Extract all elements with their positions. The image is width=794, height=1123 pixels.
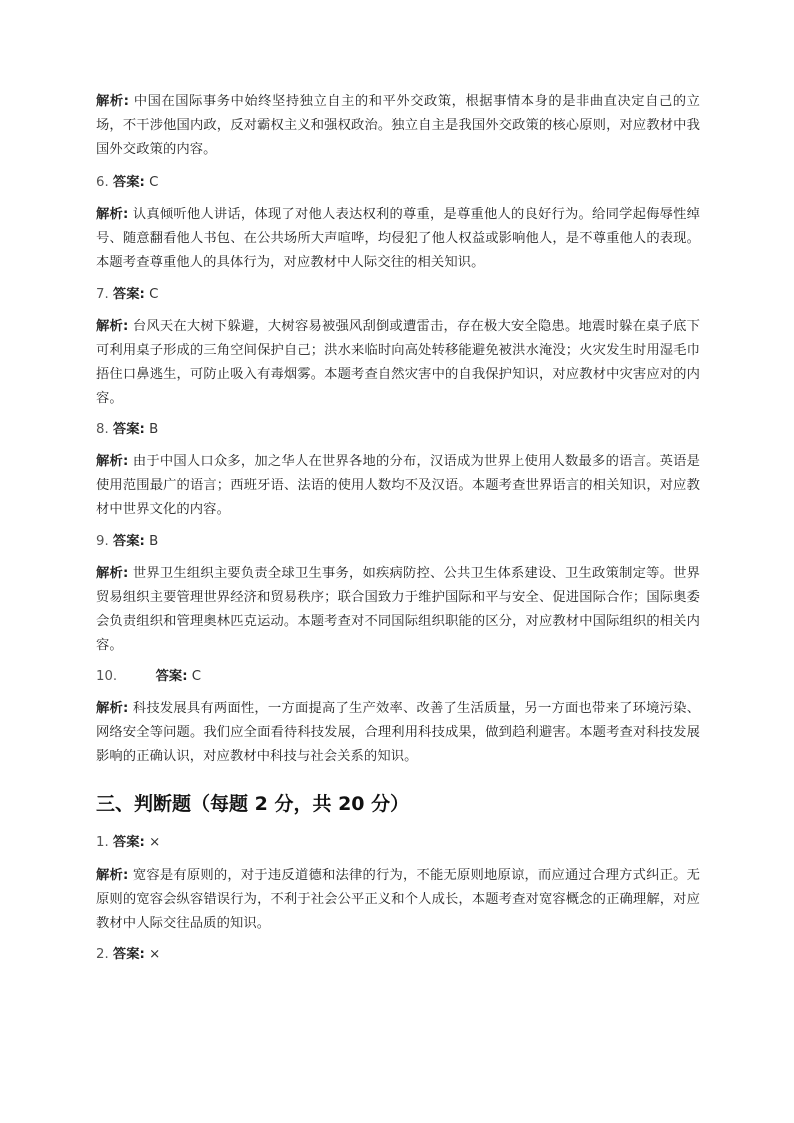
explanation-text: 由于中国人口众多，加之华人在世界各地的分布，汉语成为世界上使用人数最多的语言。英语是使用范围最广的语言；西班牙语、法语的使用人数均不及汉语。本题考查世界语言的相关知识，对应教材中世界文化的内容。 bbox=[96, 454, 700, 517]
explanation-text: 世界卫生组织主要负责全球卫生事务，如疾病防控、公共卫生体系建设、卫生政策制定等。世界贸易组织主要管理世界经济和贸易秩序；联合国致力于维护国际和平与安全、促进国际合作；国际奥委会负责组织和管理奥林匹克运动。本题考查对不同国际组织职能的区分，对应教材中国际组织的相关内容。 bbox=[96, 566, 700, 653]
answer-line bbox=[96, 831, 160, 855]
question-number: 2. bbox=[96, 947, 109, 962]
question-number: 1. bbox=[96, 835, 109, 850]
explanation-label: 解析: bbox=[96, 566, 129, 581]
explanation-paragraph bbox=[96, 90, 700, 162]
answer-value: C bbox=[149, 287, 159, 302]
answer-label: 答案: bbox=[112, 534, 145, 549]
answer-line bbox=[96, 171, 158, 195]
explanation-label: 解析: bbox=[96, 701, 129, 716]
answer-value: × bbox=[149, 947, 161, 962]
explanation-text: 科技发展具有两面性，一方面提高了生产效率、改善了生活质量，另一方面也带来了环境污染、网络安全等问题。我们应全面看待科技发展，合理利用科技成果，做到趋利避害。本题考查对科技发展影响的正确认识，对应教材中科技与社会关系的知识。 bbox=[96, 701, 700, 764]
answer-line bbox=[96, 283, 158, 307]
answer-value: C bbox=[191, 669, 202, 684]
answer-label: 答案: bbox=[112, 175, 145, 190]
explanation-text: 中国在国际事务中始终坚持独立自主的和平外交政策，根据事情本身的是非曲直决定自己的立场，不干涉他国内政，反对霸权主义和强权政治。独立自主是我国外交政策的核心原则，对应教材中我国外交政策的内容。 bbox=[96, 94, 700, 157]
explanation-paragraph bbox=[96, 203, 700, 275]
explanation-text: 认真倾听他人讲话，体现了对他人表达权利的尊重，是尊重他人的良好行为。给同学起侮辱性绰号、随意翻看他人书包、在公共场所大声喧哗，均侵犯了他人权益或影响他人，是不尊重他人的表现。本题考查尊重他人的具体行为，对应教材中人际交往的相关知识。 bbox=[96, 207, 700, 270]
answer-label: 答案: bbox=[112, 947, 145, 962]
explanation-label: 解析: bbox=[96, 454, 129, 469]
answer-line bbox=[96, 530, 158, 554]
answer-line bbox=[96, 665, 201, 689]
explanation-label: 解析: bbox=[96, 207, 129, 222]
answer-label: 答案: bbox=[155, 669, 188, 684]
answer-label: 答案: bbox=[112, 835, 145, 850]
section-heading: 三、判断题（每题 2 分，共 20 分） bbox=[96, 793, 410, 815]
question-number: 10. bbox=[96, 669, 118, 684]
answer-value: C bbox=[149, 175, 159, 190]
answer-label: 答案: bbox=[112, 422, 145, 437]
answer-value: B bbox=[149, 422, 159, 437]
explanation-paragraph bbox=[96, 864, 700, 936]
question-number: 9. bbox=[96, 534, 109, 549]
answer-line bbox=[96, 943, 160, 967]
explanation-label: 解析: bbox=[96, 94, 130, 109]
explanation-label: 解析: bbox=[96, 319, 129, 334]
answer-label: 答案: bbox=[112, 287, 145, 302]
question-number: 6. bbox=[96, 175, 109, 190]
explanation-text: 宽容是有原则的，对于违反道德和法律的行为，不能无原则地原谅，而应通过合理方式纠正。无原则的宽容会纵容错误行为，不利于社会公平正义和个人成长，本题考查对宽容概念的正确理解，对应教材中人际交往品质的知识。 bbox=[96, 868, 700, 931]
question-number: 8. bbox=[96, 422, 109, 437]
answer-line bbox=[96, 418, 158, 442]
explanation-paragraph bbox=[96, 315, 700, 411]
question-number: 7. bbox=[96, 287, 109, 302]
explanation-paragraph bbox=[96, 697, 700, 769]
explanation-paragraph bbox=[96, 562, 700, 658]
answer-value: × bbox=[149, 835, 161, 850]
explanation-text: 台风天在大树下躲避，大树容易被强风刮倒或遭雷击，存在极大安全隐患。地震时躲在桌子底下可利用桌子形成的三角空间保护自己；洪水来临时向高处转移能避免被洪水淹没；火灾发生时用湿毛巾捂住口鼻逃生，可防止吸入有毒烟雾。本题考查自然灾害中的自我保护知识，对应教材中灾害应对的内容。 bbox=[96, 319, 700, 406]
answer-value: B bbox=[149, 534, 159, 549]
explanation-paragraph bbox=[96, 450, 700, 522]
explanation-label: 解析: bbox=[96, 868, 129, 883]
